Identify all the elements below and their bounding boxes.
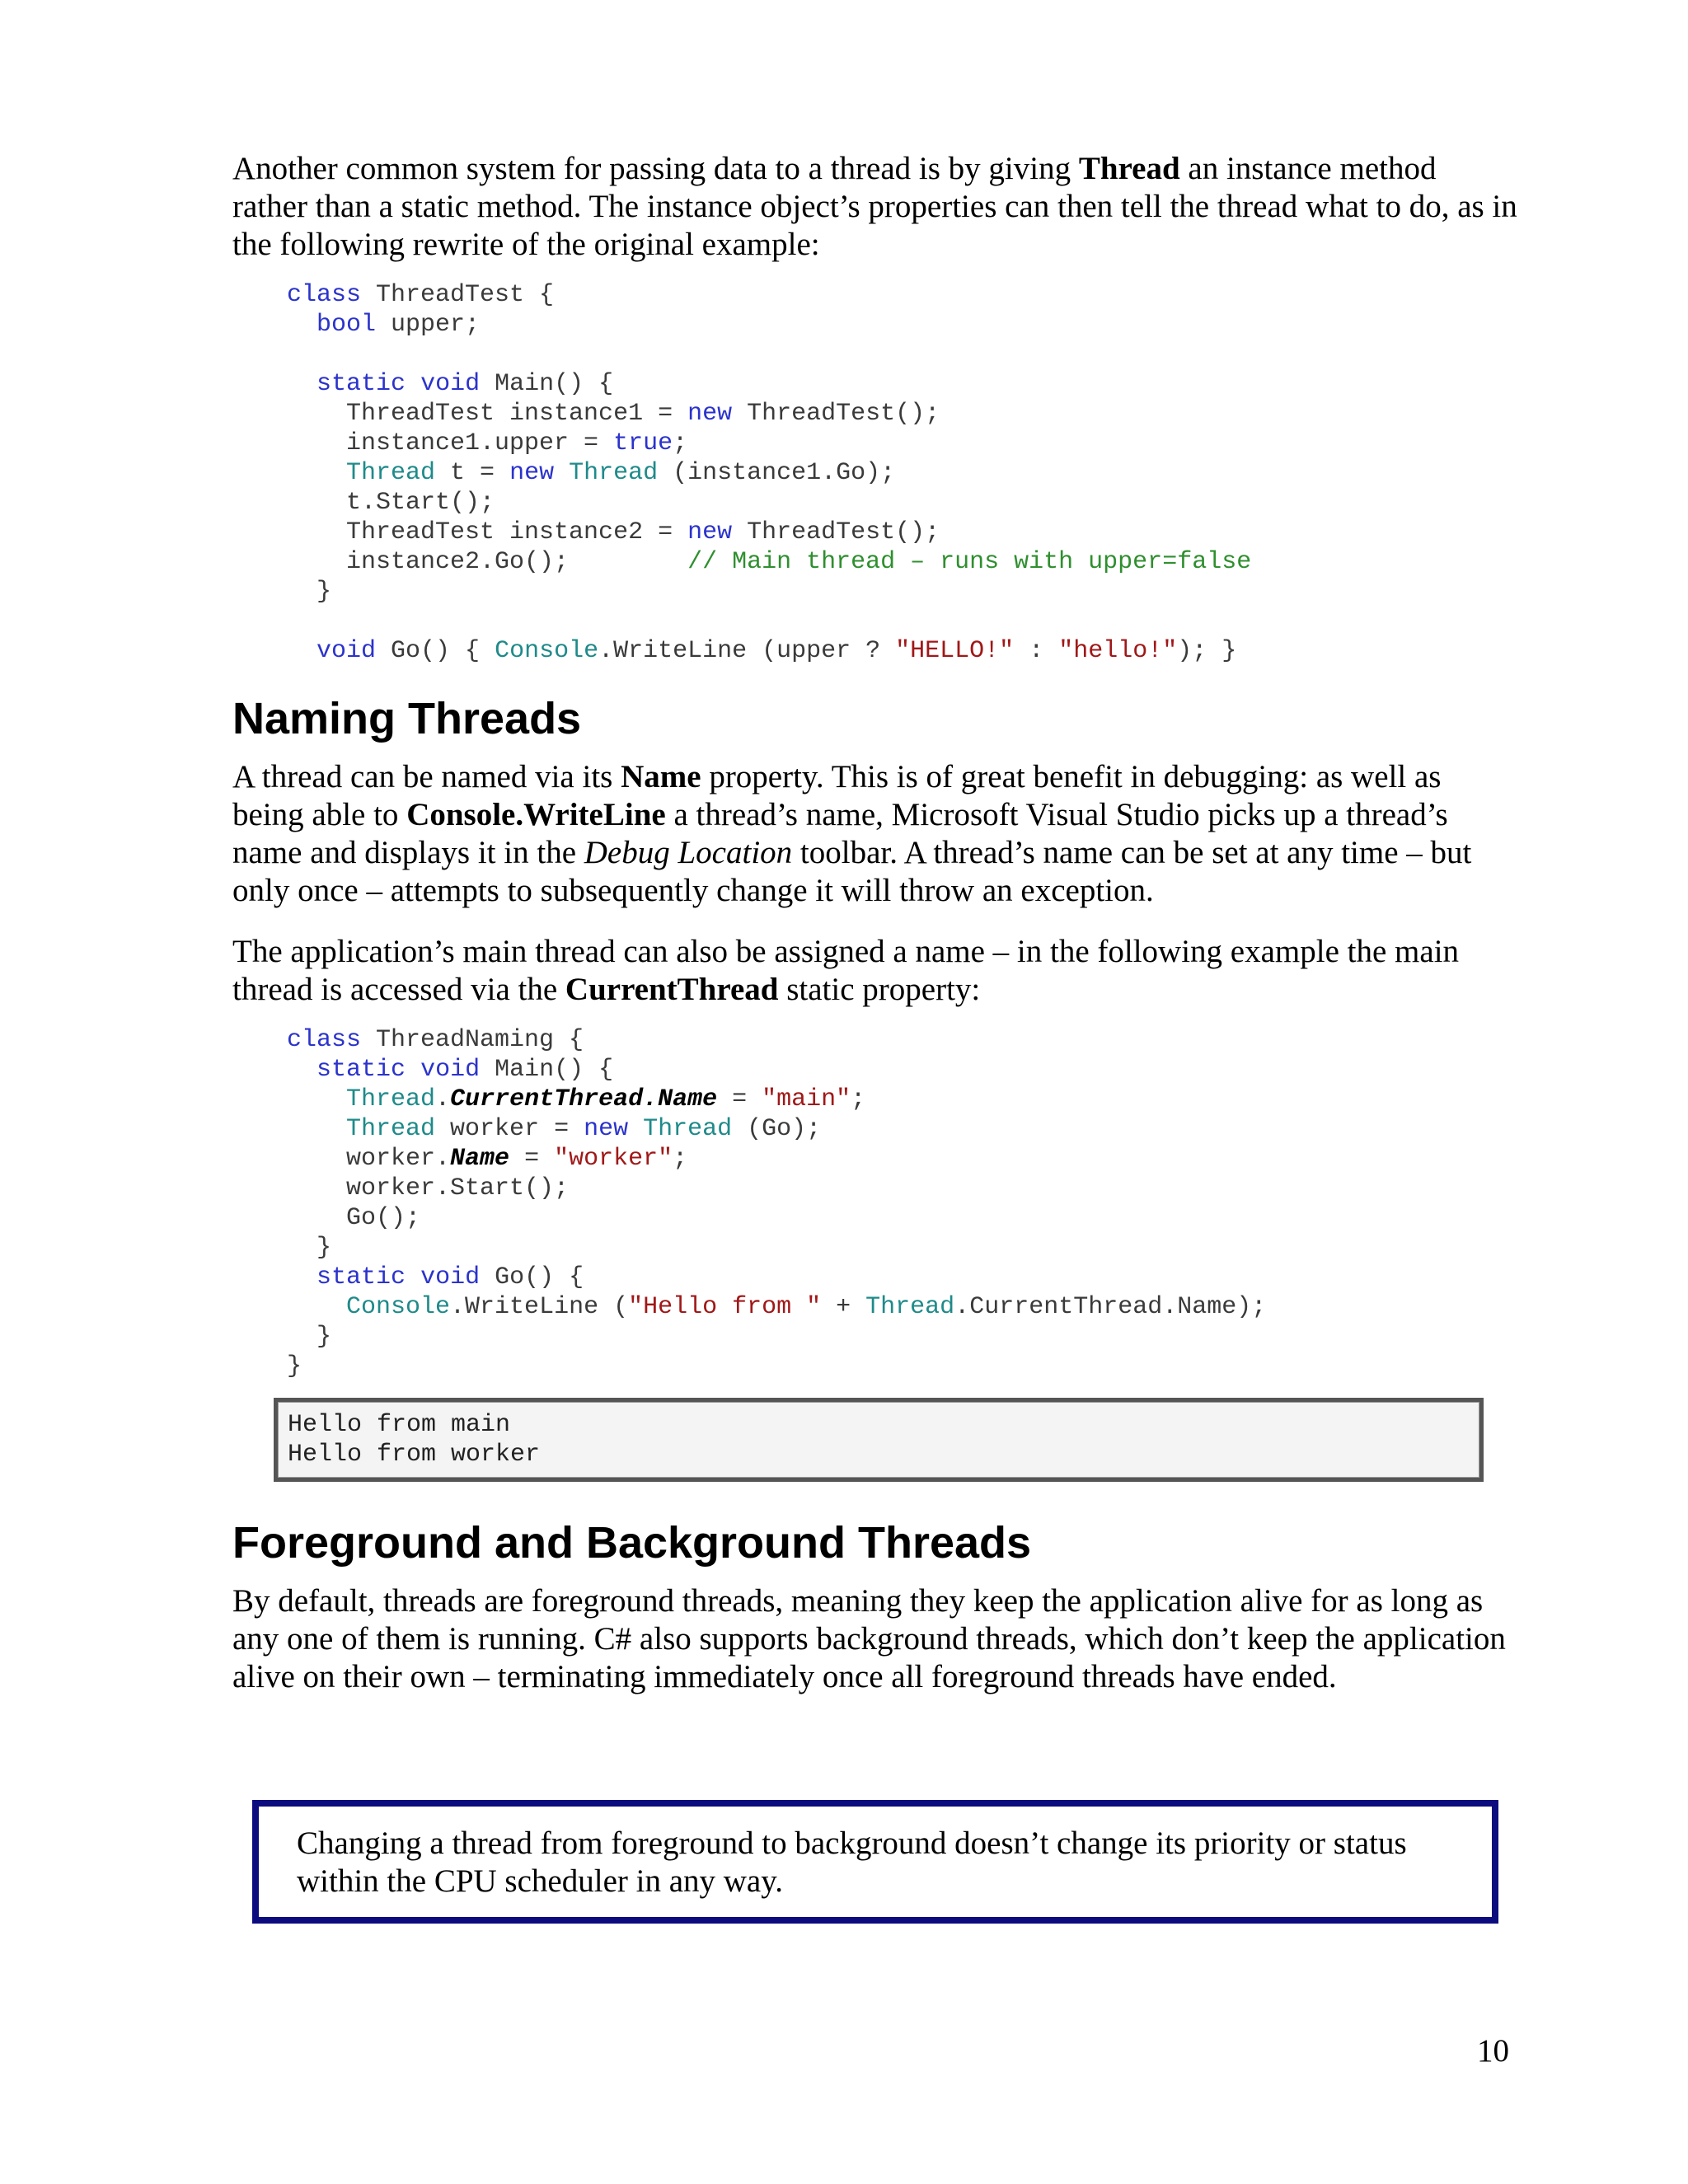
naming-paragraph-1: A thread can be named via its Name property. This is of great benefit in debugging: as well as being able to Console.WriteLine a thread’s name, Microsoft Visual Studio picks up a thread’s name and displays it in the Debug Location toolbar. A thread’s name can be set at any time – but only once – attempts to subsequently change it will throw an exception. bbox=[232, 759, 1472, 908]
code-line bbox=[287, 340, 1518, 369]
naming-paragraph-2: The application’s main thread can also be assigned a name – in the following example the main thread is accessed via the CurrentThread static property: bbox=[232, 934, 1460, 1007]
console-output-text bbox=[278, 1402, 1479, 1478]
code-line: static void Main() { bbox=[316, 370, 614, 398]
code-line: Thread worker = new Thread (Go); bbox=[346, 1115, 822, 1143]
intro-text-2: an instance method rather than a static method. The instance object’s properties can then tell the thread what to do, as in the following rewrite of the original example: bbox=[232, 151, 1517, 262]
code-line: ThreadTest instance2 = new ThreadTest(); bbox=[287, 518, 940, 546]
code-line: worker.Name = "worker"; bbox=[287, 1145, 688, 1173]
code-line: Console.WriteLine ("Hello from " + Thread.CurrentThread.Name); bbox=[346, 1293, 1267, 1321]
code-line: bool upper; bbox=[316, 311, 481, 339]
output-line: Hello from worker bbox=[288, 1441, 541, 1469]
console-output-box bbox=[274, 1398, 1484, 1482]
code-line: ThreadTest instance1 = new ThreadTest(); bbox=[287, 400, 940, 428]
page-content bbox=[232, 150, 1518, 1696]
page-number: 10 bbox=[1477, 2033, 1509, 2069]
code-line: instance2.Go(); // Main thread – runs with upper=false bbox=[287, 548, 1252, 576]
note-text: Changing a thread from foreground to background doesn’t change its priority or status within the CPU scheduler in any way. bbox=[297, 1825, 1407, 1899]
code-line: class ThreadNaming { bbox=[287, 1026, 584, 1054]
code-line: Thread.CurrentThread.Name = "main"; bbox=[346, 1085, 866, 1113]
code-line: class ThreadTest { bbox=[287, 281, 555, 309]
intro-paragraph bbox=[232, 150, 1518, 264]
code-line bbox=[287, 607, 1518, 636]
code-line: static void Go() { bbox=[316, 1263, 584, 1291]
code-line: Go(); bbox=[287, 1204, 421, 1232]
code-block-threadnaming bbox=[232, 1025, 1518, 1381]
intro-text-1: Another common system for passing data to a thread is by giving bbox=[232, 151, 1079, 186]
code-line: } bbox=[287, 578, 332, 606]
heading-naming-threads: Naming Threads bbox=[232, 694, 582, 743]
note-box bbox=[252, 1800, 1498, 1924]
code-line: } bbox=[287, 1323, 332, 1351]
code-line: instance1.upper = true; bbox=[287, 429, 688, 457]
code-block-threadtest bbox=[232, 280, 1518, 666]
code-line: static void Main() { bbox=[316, 1056, 614, 1084]
code-line: void Go() { Console.WriteLine (upper ? "HELLO!" : "hello!"); } bbox=[316, 637, 1237, 665]
code-line: t.Start(); bbox=[287, 489, 495, 517]
code-line: Thread t = new Thread (instance1.Go); bbox=[346, 459, 896, 487]
code-line: } bbox=[287, 1352, 302, 1380]
code-line: } bbox=[287, 1234, 332, 1262]
code-line: worker.Start(); bbox=[287, 1174, 570, 1202]
output-line: Hello from main bbox=[288, 1411, 511, 1439]
foreground-paragraph: By default, threads are foreground threads, meaning they keep the application alive for as long as any one of them is running. C# also supports background threads, which don’t keep the application alive on their own – terminating immediately once all foreground threads have ended. bbox=[232, 1583, 1506, 1694]
intro-bold-thread: Thread bbox=[1078, 151, 1180, 186]
heading-foreground-background: Foreground and Background Threads bbox=[232, 1518, 1032, 1568]
